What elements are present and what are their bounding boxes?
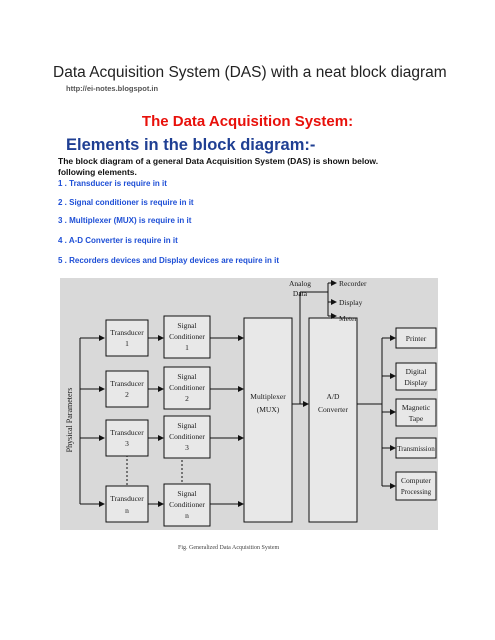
analog-data-label: Data: [292, 289, 308, 298]
svg-text:1: 1: [125, 339, 129, 348]
svg-text:Printer: Printer: [405, 334, 427, 343]
multiplexer-block: [244, 318, 292, 522]
svg-text:Transducer: Transducer: [110, 328, 144, 337]
svg-text:Conditioner: Conditioner: [169, 383, 205, 392]
svg-text:3: 3: [185, 443, 189, 452]
svg-text:Transducer: Transducer: [110, 428, 144, 437]
physical-parameters-label: Physical Parameters: [65, 387, 74, 453]
section-title: The Data Acquisition System:: [141, 113, 354, 130]
svg-text:Digital: Digital: [405, 367, 427, 376]
svg-text:3: 3: [125, 439, 129, 448]
transducer-block: [106, 420, 148, 456]
svg-text:(MUX): (MUX): [256, 405, 280, 414]
signal-conditioner-block: [164, 416, 210, 458]
elements-heading: Elements in the block diagram:-: [66, 136, 316, 154]
svg-text:Conditioner: Conditioner: [169, 432, 205, 441]
digital-display-block: [396, 363, 436, 390]
block-diagram: [60, 278, 438, 530]
svg-text:Computer: Computer: [401, 476, 431, 485]
svg-text:Conditioner: Conditioner: [169, 332, 205, 341]
computer-processing-block: [396, 472, 436, 500]
svg-text:Signal: Signal: [177, 421, 197, 430]
svg-text:1: 1: [185, 343, 189, 352]
element-item-multiplexer: 3 . Multiplexer (MUX) is require in it: [58, 216, 192, 225]
svg-text:Transducer: Transducer: [110, 379, 144, 388]
magnetic-tape-block: [396, 399, 436, 426]
intro-line: following elements.: [58, 167, 137, 177]
element-item-transducer: 1 . Transducer is require in it: [58, 179, 167, 188]
recorder-label: Recorder: [339, 279, 367, 288]
figure-caption: Fig. Generalized Data Acquisition System: [178, 545, 280, 551]
svg-text:Multiplexer: Multiplexer: [250, 392, 286, 401]
transducer-block: [106, 486, 148, 522]
ad-converter-block: [309, 318, 357, 522]
svg-text:Signal: Signal: [177, 321, 197, 330]
svg-text:Converter: Converter: [318, 405, 348, 414]
signal-conditioner-block: [164, 367, 210, 409]
document-title: Data Acquisition System (DAS) with a neat block diagram: [53, 64, 447, 81]
transducer-block: [106, 371, 148, 407]
svg-text:n: n: [125, 506, 129, 515]
svg-text:Signal: Signal: [177, 489, 197, 498]
svg-text:Tape: Tape: [408, 414, 424, 423]
meter-label: Meter: [339, 314, 357, 323]
svg-text:2: 2: [125, 390, 129, 399]
svg-text:2: 2: [185, 394, 189, 403]
analog-data-label: Analog: [288, 279, 312, 288]
svg-text:Processing: Processing: [400, 488, 432, 496]
svg-text:Magnetic: Magnetic: [401, 403, 431, 412]
svg-text:Signal: Signal: [177, 372, 197, 381]
element-item-ad-converter: 4 . A-D Converter is require in it: [58, 236, 178, 245]
element-item-recorders-displays: 5 . Recorders devices and Display devices are require in it: [58, 256, 279, 265]
printer-block: [396, 328, 436, 348]
svg-text:Transducer: Transducer: [110, 494, 144, 503]
svg-text:Display: Display: [404, 378, 428, 387]
svg-text:Transmission: Transmission: [397, 445, 435, 453]
svg-text:Conditioner: Conditioner: [169, 500, 205, 509]
svg-text:n: n: [185, 511, 189, 520]
transmission-block: [396, 438, 436, 458]
display-label: Display: [339, 298, 363, 307]
transducer-block: [106, 320, 148, 356]
svg-text:A/D: A/D: [326, 392, 340, 401]
signal-conditioner-block: [164, 316, 210, 358]
signal-conditioner-block: [164, 484, 210, 526]
element-item-signal-conditioner: 2 . Signal conditioner is require in it: [58, 198, 194, 207]
source-link[interactable]: http://ei-notes.blogspot.in: [66, 84, 159, 93]
intro-line: The block diagram of a general Data Acquisition System (DAS) is shown below.: [58, 156, 379, 166]
